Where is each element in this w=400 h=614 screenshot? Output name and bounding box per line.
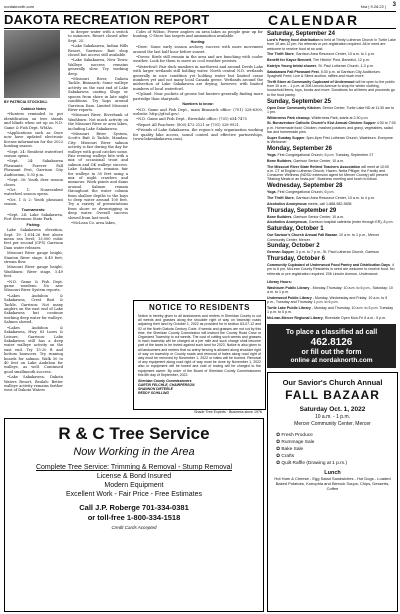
calendar-event: [267, 136, 396, 145]
event-details: , Garrison Senior Center, 10 a.m.: [291, 158, 345, 163]
classified-line-4[interactable]: online at nordaknorth.com: [290, 357, 373, 364]
bazaar-menu: Hot Ham & Cheese - Egg Salad Sandwiches - Hot Dogs - Loaded Baked Potatoes, Kneophla and Bierock Soups, Chips, Desserts, Coffee: [274, 476, 391, 491]
event-details: , Wilderness Park, starts at 2:30 p.m.: [309, 115, 369, 120]
tree-service-name: R & C Tree Service: [58, 424, 210, 443]
library-name: Underwood Public Library: [267, 295, 312, 300]
bazaar-church: Our Savior's Church Annual: [282, 378, 383, 387]
calendar-event: [267, 215, 396, 219]
report-paragraph: •McLean Co. area lakes,: [71, 221, 116, 226]
event-title: Open Door Community Kitchen: [267, 105, 321, 110]
calendar-event: [267, 116, 396, 120]
event-title: Lord's Pantry food distribution: [267, 38, 320, 42]
report-paragraph: Lake Sakakawea elevation, Sept. 19: 1,814.26 feet above mean sea level; 13,000 cubic feet per second (CFS) Garrison Dam water releases.: [4, 228, 63, 250]
bazaar-time: 10 a.m. - 1 p.m.: [314, 414, 350, 420]
library-entry: [267, 280, 396, 284]
event-details: , Garrison Area Resource Center, 10 a.m. to 4 p.m.: [293, 196, 375, 201]
fall-bazaar-ad: [267, 372, 398, 612]
tree-service-ad: [4, 418, 264, 612]
event-details: , The Hitchin' Post, Benedict, 12 p.m.: [310, 58, 370, 63]
library-entry: [267, 286, 396, 295]
event-title: German Supper: [267, 250, 294, 255]
event-title: Community Cupboard of Underwood Food Pantry and Distribution Days: [267, 263, 390, 268]
masthead: [4, 3, 396, 11]
tree-service-tagline: Now Working in the Area: [73, 446, 195, 458]
calendar-event: [267, 64, 396, 68]
report-paragraph: •Missouri River, Riverbank of Washburn: Not much activity on the Missouri River or area lakes, including Lake Sakakawea.: [68, 113, 128, 131]
report-paragraph: •Lake Sakakawea, New Town: Walleye success remains generally slow. Try working deep.: [68, 58, 128, 76]
event-title: The Missouri River State Retired Teachers Association: [267, 164, 361, 169]
event-title: Sakakawea Fall Pheasant Fest: [267, 69, 319, 74]
library-hours-text: - Monday-Thursday: 10 a.m. to 6 p.m., Saturday: 10 a.m. to 1 p.m.: [267, 285, 393, 295]
report-paragraph: Missouri River gauge height, Washburn: River stage, 5.49 feet.: [4, 265, 63, 279]
classified-ad-box: [267, 324, 396, 368]
event-title: Yoga: [267, 152, 276, 157]
legal-notice-body: Notice is hereby given to all landowners and renters in Sheridan County to cut all weeds and grasses along the shoulder right of way on township roads adjoining their land by October 1, 2022 as provided for in section 63-07-12 and 02 of the North Dakota Century Code. If weeds and grasses are not cut by this time, the Sheridan County Commission will instruct the County Road Crew or Organized Township to cut weeds. The cost of cutting such weeds and grasses in each township will be charged at a per mile and such charge shall become part of the taxes to be levied against such land for 2023. Notice is also given to all landowners and renters that no artery fencing is allowed along shoulder right of way on township or County roads and removal of bales along road right of way must be removed by November 1, 2022 or bales will be burned. Removal of any equipment along road right of way must be done by November 1, 2022 also or equipment will be towed and cost of towing will be charged to the equipment owner. By order of the Board of Sheridan County Commissioners this 6th day of September, 2022.: [138, 314, 261, 377]
calendar-event: [267, 190, 396, 194]
event-title: Wilderness Park cleanup: [267, 115, 310, 120]
report-paragraph: •Lake Sakakawea, Indian Hills Resort, Garrison: Bait shop closed but access still available.: [68, 44, 128, 58]
event-details: will meet at 10:00 a.m. CT at English Lutheran Church, Hazen. Netta Pflüger, the Family and Consumer Wellness (NDSU extension agent for Mercer County) will present "Making Meals in an Insta-pot". Business meeting and lunch to follow.: [267, 164, 390, 182]
calendar-event: [267, 80, 396, 97]
signature-line: Sheridan County Commissioners: [138, 379, 192, 384]
classified-line-1: To place a classified ad call: [285, 329, 378, 336]
event-details: meets, call 1-888-982-5835: [306, 201, 352, 206]
report-paragraph: •N.D. Game & Fish Dept. game wardens: No new Missouri River System reports.: [4, 279, 63, 293]
event-details: , Garrison Area Resource Center, 10 a.m. to 1 p.m.: [293, 52, 375, 57]
report-paragraph: •N.D. Game and Fish Dept., Riverdale office: (701) 654-7475: [136, 117, 247, 122]
heading-rule: [4, 28, 396, 29]
event-details: will be open to the public from 10 a.m. - 1 p.m. at 206 Lincoln Avenue to shop for winter clothing, household items, toys, books and more. Donations for all items and proceeds go to the food pantry.: [267, 79, 395, 97]
tree-service-credit: Credit Cards Accepted: [111, 525, 157, 530]
event-title: Super Sunday Supper: [267, 135, 305, 140]
event-title: Yoga: [267, 190, 276, 195]
bazaar-items: [276, 432, 389, 467]
bazaar-item: ✿ Crafts: [276, 454, 295, 459]
library-name: McLean-Mercer Regional Library: [267, 316, 323, 321]
calendar-event: [267, 220, 396, 224]
event-details: 4:30 to 7:00 p.m. Homemade food; Chicken, mashed potatoes and gravy, vegetables, salad bar and homemade pies.: [267, 121, 396, 135]
calendar-event: [267, 52, 396, 56]
library-hours-text: , Riverdale Open Mon-Fri 8 a.m.- 5 p.m.: [322, 316, 387, 321]
page-number: 3: [392, 2, 396, 8]
library-name: Turtle Lake Public Library: [267, 305, 311, 310]
issue-date: Nra | 9.26.22 |: [360, 4, 386, 9]
site-url[interactable]: nordaknorth.com: [4, 4, 35, 9]
section-subhead: Outdoor Notes: [20, 107, 47, 111]
legal-notice-title: NOTICE TO RESIDENTS: [149, 303, 250, 312]
event-title: Benefit for Kayce Bennett: [267, 58, 311, 63]
bazaar-place: Mercer Community Center, Mercer: [294, 421, 371, 427]
calendar-day-heading: Wednesday, September 28: [267, 183, 343, 190]
report-paragraph: •Friends of Lake Sakakawea, the region's only organization working for quality lake access, sound control and effective partnerships, (www.lakesakakawea.com).: [133, 128, 263, 141]
report-paragraph: •Waterfowl: Fair duck numbers in northwest and around Devils Lake with larger wetlands still holding water. North central N.D. wetlands generally in nice condition yet holding water but limited crane numbers yet and not many local Canada geese. Wetlands around the midsection of Lake Sakakawea are drying, however, with limited numbers of local waterfowl.: [133, 64, 263, 91]
event-details: , 3 p.m. to 7 p.m., St. Paul Lutheran Church, Garrison: [293, 250, 380, 255]
event-details: , 10 a.m. to 1 p.m., Mercer Community Center, Mercer.: [267, 233, 380, 242]
tree-service-services: Complete Tree Service: Trimming & Removal - Stump Removal: [35, 464, 233, 471]
tree-service-phone[interactable]: Call J.P. Roberge 701-334-0381: [79, 503, 189, 512]
calendar-event: [267, 165, 396, 182]
section-subhead: Tournaments:: [21, 207, 46, 212]
event-details: , First Congregational Church, 6 p.m. Tuesday, September 27: [275, 152, 374, 157]
tree-service-estimates: Excellent Work - Fair Price - Free Estimates: [65, 491, 202, 498]
calendar-day-heading: Thursday, September 29: [267, 207, 337, 214]
library-hours-text: - Monday and Thursday, 10 a.m. to 5 p.m. Tuesday 1 p.m. to 5 p.m.: [267, 305, 394, 315]
calendar-event: [267, 263, 396, 276]
tree-service-equipment: Modern Equipment: [104, 482, 164, 489]
bazaar-item: ✿ Fresh Produce: [276, 433, 313, 438]
calendar-day-heading: Thursday, October 6: [267, 256, 325, 263]
bazaar-item: ✿ Bake Sale: [276, 447, 304, 452]
columnist-photo: [4, 30, 60, 98]
event-title: The Thrift Store: [267, 196, 294, 201]
report-paragraph: •Lake Sakakawea, Dakota Waters Resort, Beulah: Better walleye activity remains farther west of Dakota Waters: [4, 375, 63, 393]
report-paragraph: •N.D. Game and Fish Dept., main Bismarck office: (701) 328-6300, website: http://gf.nd.gov/.: [133, 107, 263, 116]
event-details: is held at Trinity Lutheran Church in Turtle Lake from 10 am-12 pm. No referrals or pre-registration required. All in need are welcome to receive food at no cost.: [267, 38, 396, 51]
section-subhead: Numbers to know:: [182, 102, 214, 107]
event-title: The Thrift Store: [267, 52, 294, 57]
section-subhead: Hunting:: [190, 39, 206, 44]
calendar-event: [267, 121, 396, 134]
report-paragraph: in deeper water with a switch to minnows. Resort closed after Sept. 25.: [68, 30, 128, 43]
bazaar-lunch-label: Lunch: [324, 470, 341, 476]
rec-column-3: [133, 30, 263, 298]
library-entry: [267, 296, 396, 305]
rec-column-2: [68, 30, 128, 407]
report-paragraph: •Oct. 1 & 2: Youth pheasant season.: [4, 197, 63, 207]
rec-report-heading: DAKOTA RECREATION REPORT: [4, 12, 210, 27]
calendar-event: [267, 159, 396, 163]
bazaar-title: FALL BAZAAR: [285, 388, 380, 402]
report-paragraph: •Missouri River System, Scott's Bait & Tackle, Mandan: City: Missouri River salmon activity is fair during the day for walleye with good catches some. Fair evening walleye bite with a mix of occasional trout and salmon and OK walleye success. Lake Sakakawea remains fair for walleye in 30 feet using a mix of night crawlers and minnows. Work points and dams around. Salmon remain throughout the water column from shallow depths to the bays to deep water around 100 feet. Try a variety of presentations from shore or downrigging in deep water. Overall success slowed from last week.: [68, 131, 128, 220]
event-title: Katelyn Young bridal shower: [267, 63, 317, 68]
calendar-day-heading: Saturday, October 1: [267, 226, 324, 233]
library-name: Library Hours:: [267, 279, 292, 284]
calendar-day-heading: Sunday, October 2: [267, 243, 320, 250]
report-paragraph: •Lakes Audubon & Sakakawea, Crest Bait & Tackle, Garrison: Not many anglers on the east end of Lake Sakakawea but continue working deep water for walleye. Salmon slowed.: [4, 293, 63, 325]
calendar-event: [267, 153, 396, 157]
event-title: Thrift Store at Community Cupboard of Underwood: [267, 79, 355, 84]
report-paragraph: •Applications such as Once now have updated electronic license information for the 2022 hunting season.: [4, 131, 63, 149]
calendar-event: [267, 196, 396, 200]
event-title: Bone Builders: [267, 214, 292, 219]
bazaar-item: ✿ Rummage Sale: [276, 440, 315, 445]
classified-line-3: or fill out the form: [301, 349, 362, 356]
event-title: Bone Builders: [267, 158, 292, 163]
report-paragraph: •Sept. 24: Lake Sakakawea, Fort Stevenson State Park.: [4, 212, 63, 222]
library-entry: [267, 306, 396, 315]
byline: BY PATRICIA STOCKDILL: [4, 100, 48, 104]
report-paragraph: •Sept. 24: Sakakawea Pheasants Forever Fall Pheasant Fest, Garrison City Auditorium, 5:30 p.m.: [4, 159, 63, 177]
calendar-event: [267, 233, 396, 242]
report-paragraph: •Missouri River, Dakota Tackle, Bismarck: Some walleye activity on the east end of Lake Sakakawea casting Slugo or spoons from shore in late night conditions. Try hops around Garrison Dam. Limited Missouri River reports.: [68, 77, 128, 112]
report-paragraph: •Sept. 30: Youth deer season closes.: [4, 178, 63, 187]
calendar-event: [267, 106, 396, 115]
report-paragraph: •Doves: Birds still remain in the area and are bunching with cooler weather. Look for them to move as cool weather persists.: [133, 55, 263, 64]
report-paragraph: •Report All Poachers: (800) 472-2121 or (701) 328-9921.: [136, 122, 241, 127]
event-details: , First Congregational Church, 6 p.m.: [275, 190, 335, 195]
calendar-day-heading: Saturday, September 24: [267, 31, 335, 37]
report-paragraph: •Lakes Audubon & Sakakawea, Hwy. 83 Lures & Leisure, Garrison: Lake Sakakawea still has a deep water walleye activity on the east end. Try 15-20 ft and bottom bouncers. Try running boards for salmon. Walk 30 to 40 feet on Lake Audubon for walleye, as well. Continued good smallmouth success.: [4, 325, 63, 374]
event-details: . 4 pm to 6 pm, McLean County Residents in need are welcome to receive food. No referrals or pre-registration required. 206 Lincoln Avenue, Underwood.: [267, 263, 395, 276]
event-details: , Garrison hospital cafeteria (enter through ER), 8 p.m.: [306, 220, 394, 225]
event-details: , Senior Center, Turtle Lake ND at 11:30 am to 1 pm.: [267, 105, 395, 114]
rec-column-1: [4, 107, 63, 407]
report-paragraph: •Upland: Near pockets of grouse but hunters generally finding more partridge than sharptails.: [133, 92, 263, 101]
classified-phone[interactable]: 462.8126: [310, 337, 353, 348]
event-title: Our Saviour's Church Annual Fall Bazaar: [267, 233, 338, 238]
event-details: , 5:30 p.m. at Garrison City Auditorium. Spaghetti Feed, Live & Silent auction, raffles and much more.: [267, 69, 381, 79]
report-paragraph: •Oct. 1: Nonresident waterfowl season opens.: [4, 187, 63, 197]
event-title: Alcoholics Anonymous: [267, 201, 307, 206]
calendar-heading: CALENDAR: [268, 12, 359, 28]
report-paragraph: •Hunters reminded to put identification on tree stands and blinds when set up on N.D. Game & Fish Dept. WMAs.: [4, 112, 63, 130]
section-subhead: Fishing:: [26, 222, 41, 227]
calendar-event: [267, 70, 396, 79]
event-details: , Garrison Senior Center, 10 a.m.: [291, 214, 345, 219]
library-name: Washburn Public Library: [267, 285, 310, 290]
bazaar-date: Saturday Oct. 1, 2022: [299, 406, 366, 413]
shade-tree-caption: Shade Tree Experts · Business since 1976: [194, 410, 262, 414]
signature-line: REDDY SCHILLING: [138, 391, 170, 396]
calendar-event: [267, 58, 396, 62]
calendar-day-heading: Monday, September 26: [267, 145, 332, 152]
calendar-day-heading: Sunday, September 25: [267, 98, 331, 105]
event-title: Alcoholics Anonymous: [267, 220, 307, 225]
event-details: , 5pm-6pm First Lutheran Church, Washburn. Everyone is Welcome!: [267, 135, 393, 145]
signature-line: GARTIN FELCHLE, CHAIRPERSON: [138, 383, 195, 388]
report-paragraph: •Sept. 24: Resident waterfowl season opens.: [4, 149, 63, 159]
signature-line: SHANNON DIETERLE: [138, 387, 173, 392]
report-paragraph: Coles of Wilton: Fewer anglers on area lakes as people gear up for hunting. C-Store has targets and ammunition available.: [133, 30, 263, 39]
library-entry: [267, 316, 396, 320]
calendar-event: [267, 202, 396, 206]
tree-service-tollfree[interactable]: or toll-free 1-800-334-1518: [87, 513, 181, 522]
report-paragraph: Missouri River gauge height, Stanton River stage, 6.49 feet; stream flow.: [4, 251, 63, 264]
calendar-event: [267, 250, 396, 254]
report-paragraph: •Deer: Some early season archery success with more movement around the last half hour before sunset.: [133, 45, 263, 54]
library-hours: [267, 280, 396, 320]
legal-notice: [133, 300, 266, 410]
library-hours-text: - Monday, Wednesday and Friday: 10 a.m. to 5 p.m., Tuesday and Thursday 1 p.m. to 6 p.m.: [267, 295, 388, 305]
calendar-listings: [267, 30, 396, 322]
event-details: , St. Paul Lutheran Church, 1-3 p.m.: [316, 63, 374, 68]
calendar-event: [267, 38, 396, 51]
event-title: St. Bonaventure Catholic Church's 91st Annual Chicken Supper: [267, 121, 376, 126]
bazaar-item: ✿ Quilt Raffle (Drawing at 1 p.m.): [276, 461, 348, 466]
tree-service-license: License & Bond Insured: [96, 473, 172, 480]
